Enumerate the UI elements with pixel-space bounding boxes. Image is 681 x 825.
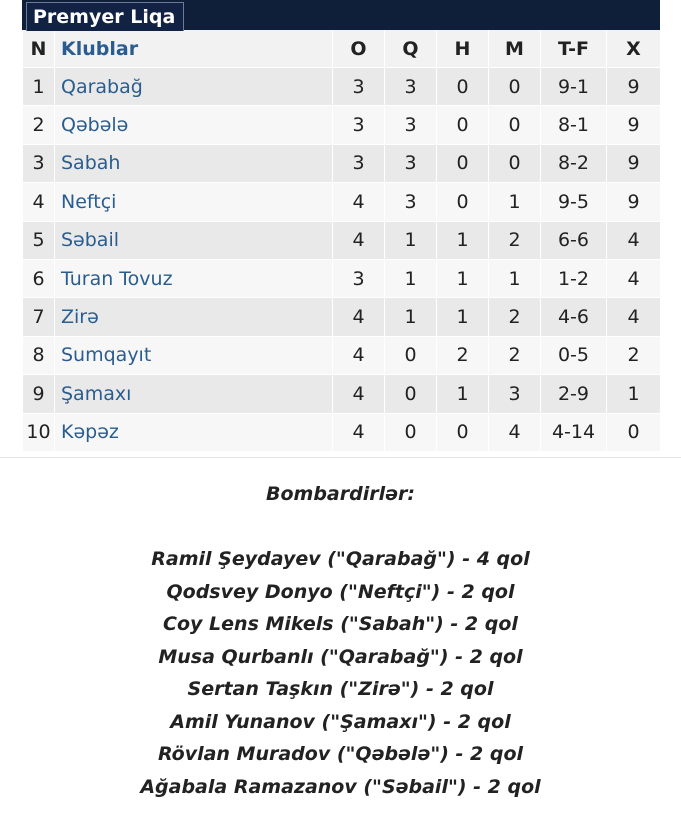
table-row: [22, 414, 660, 452]
table-header-row: [22, 30, 660, 68]
cell-position: 4: [22, 183, 54, 221]
header-drawn: H: [436, 30, 488, 68]
cell-points: 9: [606, 145, 660, 183]
cell-points: 9: [606, 106, 660, 144]
cell-played: 4: [332, 414, 384, 452]
cell-drawn: 1: [436, 260, 488, 298]
cell-won: 1: [384, 298, 436, 336]
scorer-line: Amil Yunanov ("Şamaxı") - 2 qol: [170, 710, 511, 733]
cell-points: 9: [606, 68, 660, 106]
cell-played: 3: [332, 68, 384, 106]
cell-goals: 4-14: [540, 414, 606, 452]
table-row: [22, 298, 660, 336]
cell-drawn: 0: [436, 68, 488, 106]
top-scorers-section: [0, 478, 681, 803]
header-points: X: [606, 30, 660, 68]
cell-played: 4: [332, 298, 384, 336]
header-club[interactable]: Klublar: [54, 30, 332, 68]
cell-points: 4: [606, 260, 660, 298]
cell-drawn: 1: [436, 298, 488, 336]
cell-club-link[interactable]: Kəpəz: [54, 414, 332, 452]
top-scorers-heading: Bombardirlər:: [266, 483, 415, 505]
cell-won: 1: [384, 222, 436, 260]
cell-points: 0: [606, 414, 660, 452]
league-title-bar: [22, 0, 660, 30]
cell-lost: 2: [488, 298, 540, 336]
cell-goals: 8-1: [540, 106, 606, 144]
cell-drawn: 0: [436, 106, 488, 144]
cell-won: 3: [384, 145, 436, 183]
cell-won: 1: [384, 260, 436, 298]
cell-won: 0: [384, 337, 436, 375]
cell-club-link[interactable]: Qəbələ: [54, 106, 332, 144]
cell-lost: 4: [488, 414, 540, 452]
cell-goals: 6-6: [540, 222, 606, 260]
cell-points: 1: [606, 375, 660, 413]
header-played: O: [332, 30, 384, 68]
cell-won: 3: [384, 68, 436, 106]
cell-lost: 1: [488, 260, 540, 298]
cell-drawn: 1: [436, 375, 488, 413]
cell-played: 4: [332, 183, 384, 221]
cell-goals: 9-5: [540, 183, 606, 221]
standings-body: [22, 68, 660, 452]
cell-goals: 4-6: [540, 298, 606, 336]
cell-position: 10: [22, 414, 54, 452]
scorer-line: Qodsvey Donyo ("Neftçi") - 2 qol: [166, 580, 515, 603]
cell-won: 3: [384, 106, 436, 144]
cell-points: 9: [606, 183, 660, 221]
scorer-line: Musa Qurbanlı ("Qarabağ") - 2 qol: [158, 645, 523, 668]
cell-points: 4: [606, 298, 660, 336]
cell-drawn: 1: [436, 222, 488, 260]
table-row: [22, 260, 660, 298]
cell-club-link[interactable]: Qarabağ: [54, 68, 332, 106]
cell-won: 3: [384, 183, 436, 221]
cell-lost: 3: [488, 375, 540, 413]
cell-goals: 8-2: [540, 145, 606, 183]
table-row: [22, 145, 660, 183]
cell-played: 3: [332, 106, 384, 144]
cell-position: 5: [22, 222, 54, 260]
cell-club-link[interactable]: Səbail: [54, 222, 332, 260]
cell-lost: 0: [488, 106, 540, 144]
table-row: [22, 106, 660, 144]
header-lost: M: [488, 30, 540, 68]
header-won: Q: [384, 30, 436, 68]
cell-drawn: 0: [436, 414, 488, 452]
cell-drawn: 2: [436, 337, 488, 375]
cell-played: 4: [332, 337, 384, 375]
scorer-line: Rövlan Muradov ("Qəbələ") - 2 qol: [157, 743, 524, 765]
section-divider: [0, 457, 681, 458]
header-position: N: [22, 30, 54, 68]
cell-goals: 2-9: [540, 375, 606, 413]
table-row: [22, 222, 660, 260]
cell-position: 1: [22, 68, 54, 106]
cell-played: 4: [332, 375, 384, 413]
league-table-widget: [22, 0, 660, 452]
cell-won: 0: [384, 414, 436, 452]
cell-position: 7: [22, 298, 54, 336]
scorer-line: Sertan Taşkın ("Zirə") - 2 qol: [187, 678, 494, 700]
standings-table: [22, 30, 660, 452]
cell-position: 2: [22, 106, 54, 144]
cell-position: 6: [22, 260, 54, 298]
cell-played: 3: [332, 260, 384, 298]
cell-club-link[interactable]: Zirə: [54, 298, 332, 336]
cell-position: 9: [22, 375, 54, 413]
cell-club-link[interactable]: Turan Tovuz: [54, 260, 332, 298]
cell-drawn: 0: [436, 145, 488, 183]
cell-position: 8: [22, 337, 54, 375]
cell-goals: 1-2: [540, 260, 606, 298]
top-scorers-list: [0, 543, 681, 803]
cell-lost: 0: [488, 68, 540, 106]
table-row: [22, 68, 660, 106]
cell-points: 4: [606, 222, 660, 260]
cell-club-link[interactable]: Şamaxı: [54, 375, 332, 413]
cell-played: 4: [332, 222, 384, 260]
cell-club-link[interactable]: Neftçi: [54, 183, 332, 221]
scorer-line: Ağabala Ramazanov ("Səbail") - 2 qol: [140, 775, 541, 798]
cell-club-link[interactable]: Sumqayıt: [54, 337, 332, 375]
league-title: Premyer Liqa: [26, 2, 184, 31]
table-row: [22, 337, 660, 375]
scorer-line: Ramil Şeydayev ("Qarabağ") - 4 qol: [151, 548, 530, 570]
table-row: [22, 183, 660, 221]
cell-lost: 1: [488, 183, 540, 221]
cell-lost: 2: [488, 337, 540, 375]
cell-drawn: 0: [436, 183, 488, 221]
cell-lost: 2: [488, 222, 540, 260]
cell-goals: 0-5: [540, 337, 606, 375]
cell-goals: 9-1: [540, 68, 606, 106]
header-goals: T-F: [540, 30, 606, 68]
cell-points: 2: [606, 337, 660, 375]
cell-position: 3: [22, 145, 54, 183]
scorer-line: Coy Lens Mikels ("Sabah") - 2 qol: [163, 613, 518, 635]
cell-won: 0: [384, 375, 436, 413]
cell-played: 3: [332, 145, 384, 183]
cell-club-link[interactable]: Sabah: [54, 145, 332, 183]
cell-lost: 0: [488, 145, 540, 183]
table-row: [22, 375, 660, 413]
